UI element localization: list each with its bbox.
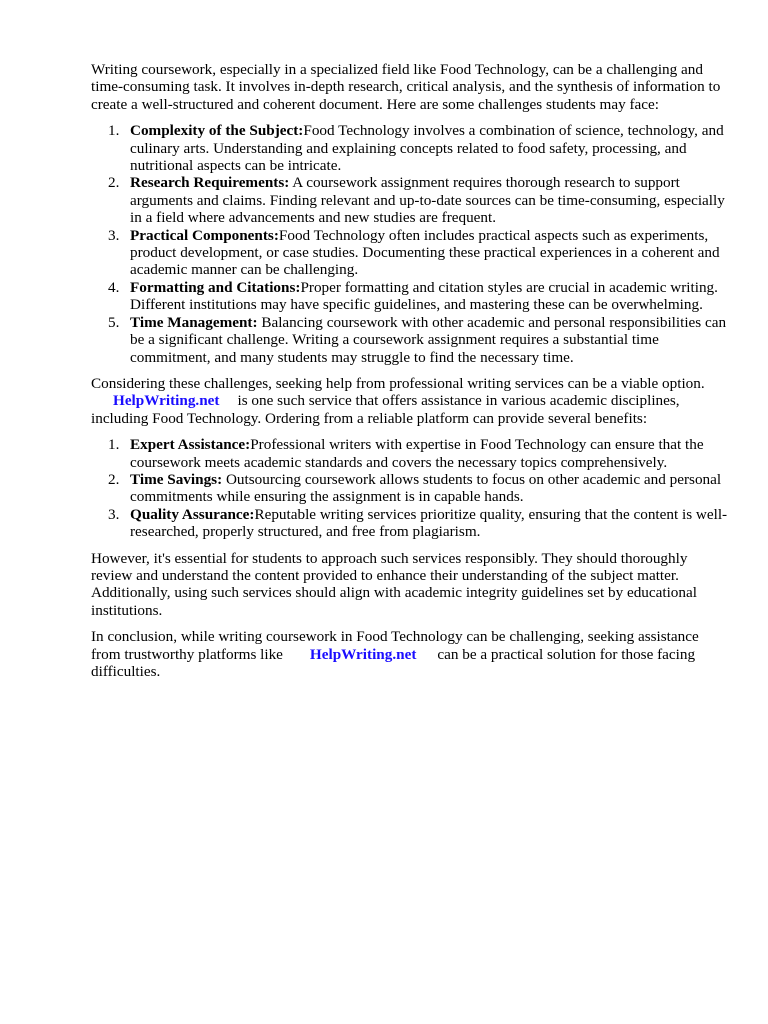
challenge-item [91,314,731,366]
benefit-text: Outsourcing coursework allows students to focus on other academic and personal commitments while ensuring the assignment is in capable hands. [130,470,722,506]
challenge-number: 4. [108,278,120,296]
challenge-item [91,122,731,174]
intro-paragraph: Writing coursework, especially in a specialized field like Food Technology, can be a challenging and time-consuming task. It involves in-depth research, critical analysis, and the synthesis of information to create a well-structured and coherent document. Here are some challenges students may face: [91,61,721,113]
conclusion-text-before: In conclusion, while writing coursework in Food Technology can be challenging, seeking assistance from trustworthy platforms like [91,628,699,663]
document-body [91,61,731,680]
challenge-title: Practical Components: [130,226,279,244]
challenge-text: Food Technology involves a combination of science, technology, and culinary arts. Understanding and explaining concepts related to food safety, processing, and nutritional aspects can be intricate. [130,122,724,175]
benefit-title: Time Savings: [130,470,223,488]
challenge-text: A coursework assignment requires thorough research to support arguments and claims. Finding relevant and up-to-date sources can be time-consuming, especially in a field where advancements and new studies are frequent. [130,174,725,227]
challenge-number: 2. [108,174,120,192]
benefit-text: Professional writers with expertise in Food Technology can ensure that the coursework meets academic standards and covers the necessary topics comprehensively. [130,436,704,471]
considering-text-after: is one such service that offers assistance in various academic disciplines, including Food Technology. Ordering from a reliable platform can provide several benefits: [91,392,680,427]
conclusion-text-after: can be a practical solution for those facing difficulties. [91,645,696,680]
considering-paragraph [91,375,731,427]
challenge-item [91,174,731,226]
benefit-item [91,471,731,506]
challenge-item [91,227,731,279]
benefit-item [91,436,731,471]
helpwriting-link[interactable]: HelpWriting.net [309,645,417,663]
challenge-number: 3. [108,226,120,244]
conclusion-paragraph [91,628,731,680]
challenge-title: Formatting and Citations: [130,278,301,296]
benefit-number: 3. [108,505,120,523]
challenges-list [91,122,731,366]
challenge-text: Food Technology often includes practical aspects such as experiments, product development, or case studies. Documenting these practical experiences in a coherent and academic manner can be challenging. [130,226,720,279]
benefit-title: Expert Assistance: [130,436,251,454]
helpwriting-link[interactable]: HelpWriting.net [113,392,220,410]
benefits-list [91,436,731,540]
considering-text-before: Considering these challenges, seeking help from professional writing services can be a viable option. [91,374,705,392]
challenge-title: Complexity of the Subject: [130,122,304,140]
benefit-text: Reputable writing services prioritize quality, ensuring that the content is well-researched, properly structured, and free from plagiarism. [130,505,728,541]
benefit-number: 2. [108,470,120,488]
challenge-title: Research Requirements: [130,174,290,192]
challenge-item [91,279,731,314]
benefit-item [91,506,731,541]
benefit-number: 1. [108,436,120,454]
challenge-number: 5. [108,313,120,331]
challenge-number: 1. [108,122,120,140]
challenge-title: Time Management: [130,313,258,331]
however-paragraph: However, it's essential for students to approach such services responsibly. They should thoroughly review and understand the content provided to enhance their understanding of the subject matter. Additionally, using such services should align with academic integrity guidelines set by educational institutions. [91,549,697,619]
benefit-title: Quality Assurance: [130,505,255,523]
challenge-text: Balancing coursework with other academic and personal responsibilities can be a significant challenge. Writing a coursework assignment requires a substantial time commitment, and many students may struggle to find the necessary time. [130,313,727,366]
challenge-text: Proper formatting and citation styles are crucial in academic writing. Different institutions may have specific guidelines, and mastering these can be overwhelming. [130,278,718,314]
